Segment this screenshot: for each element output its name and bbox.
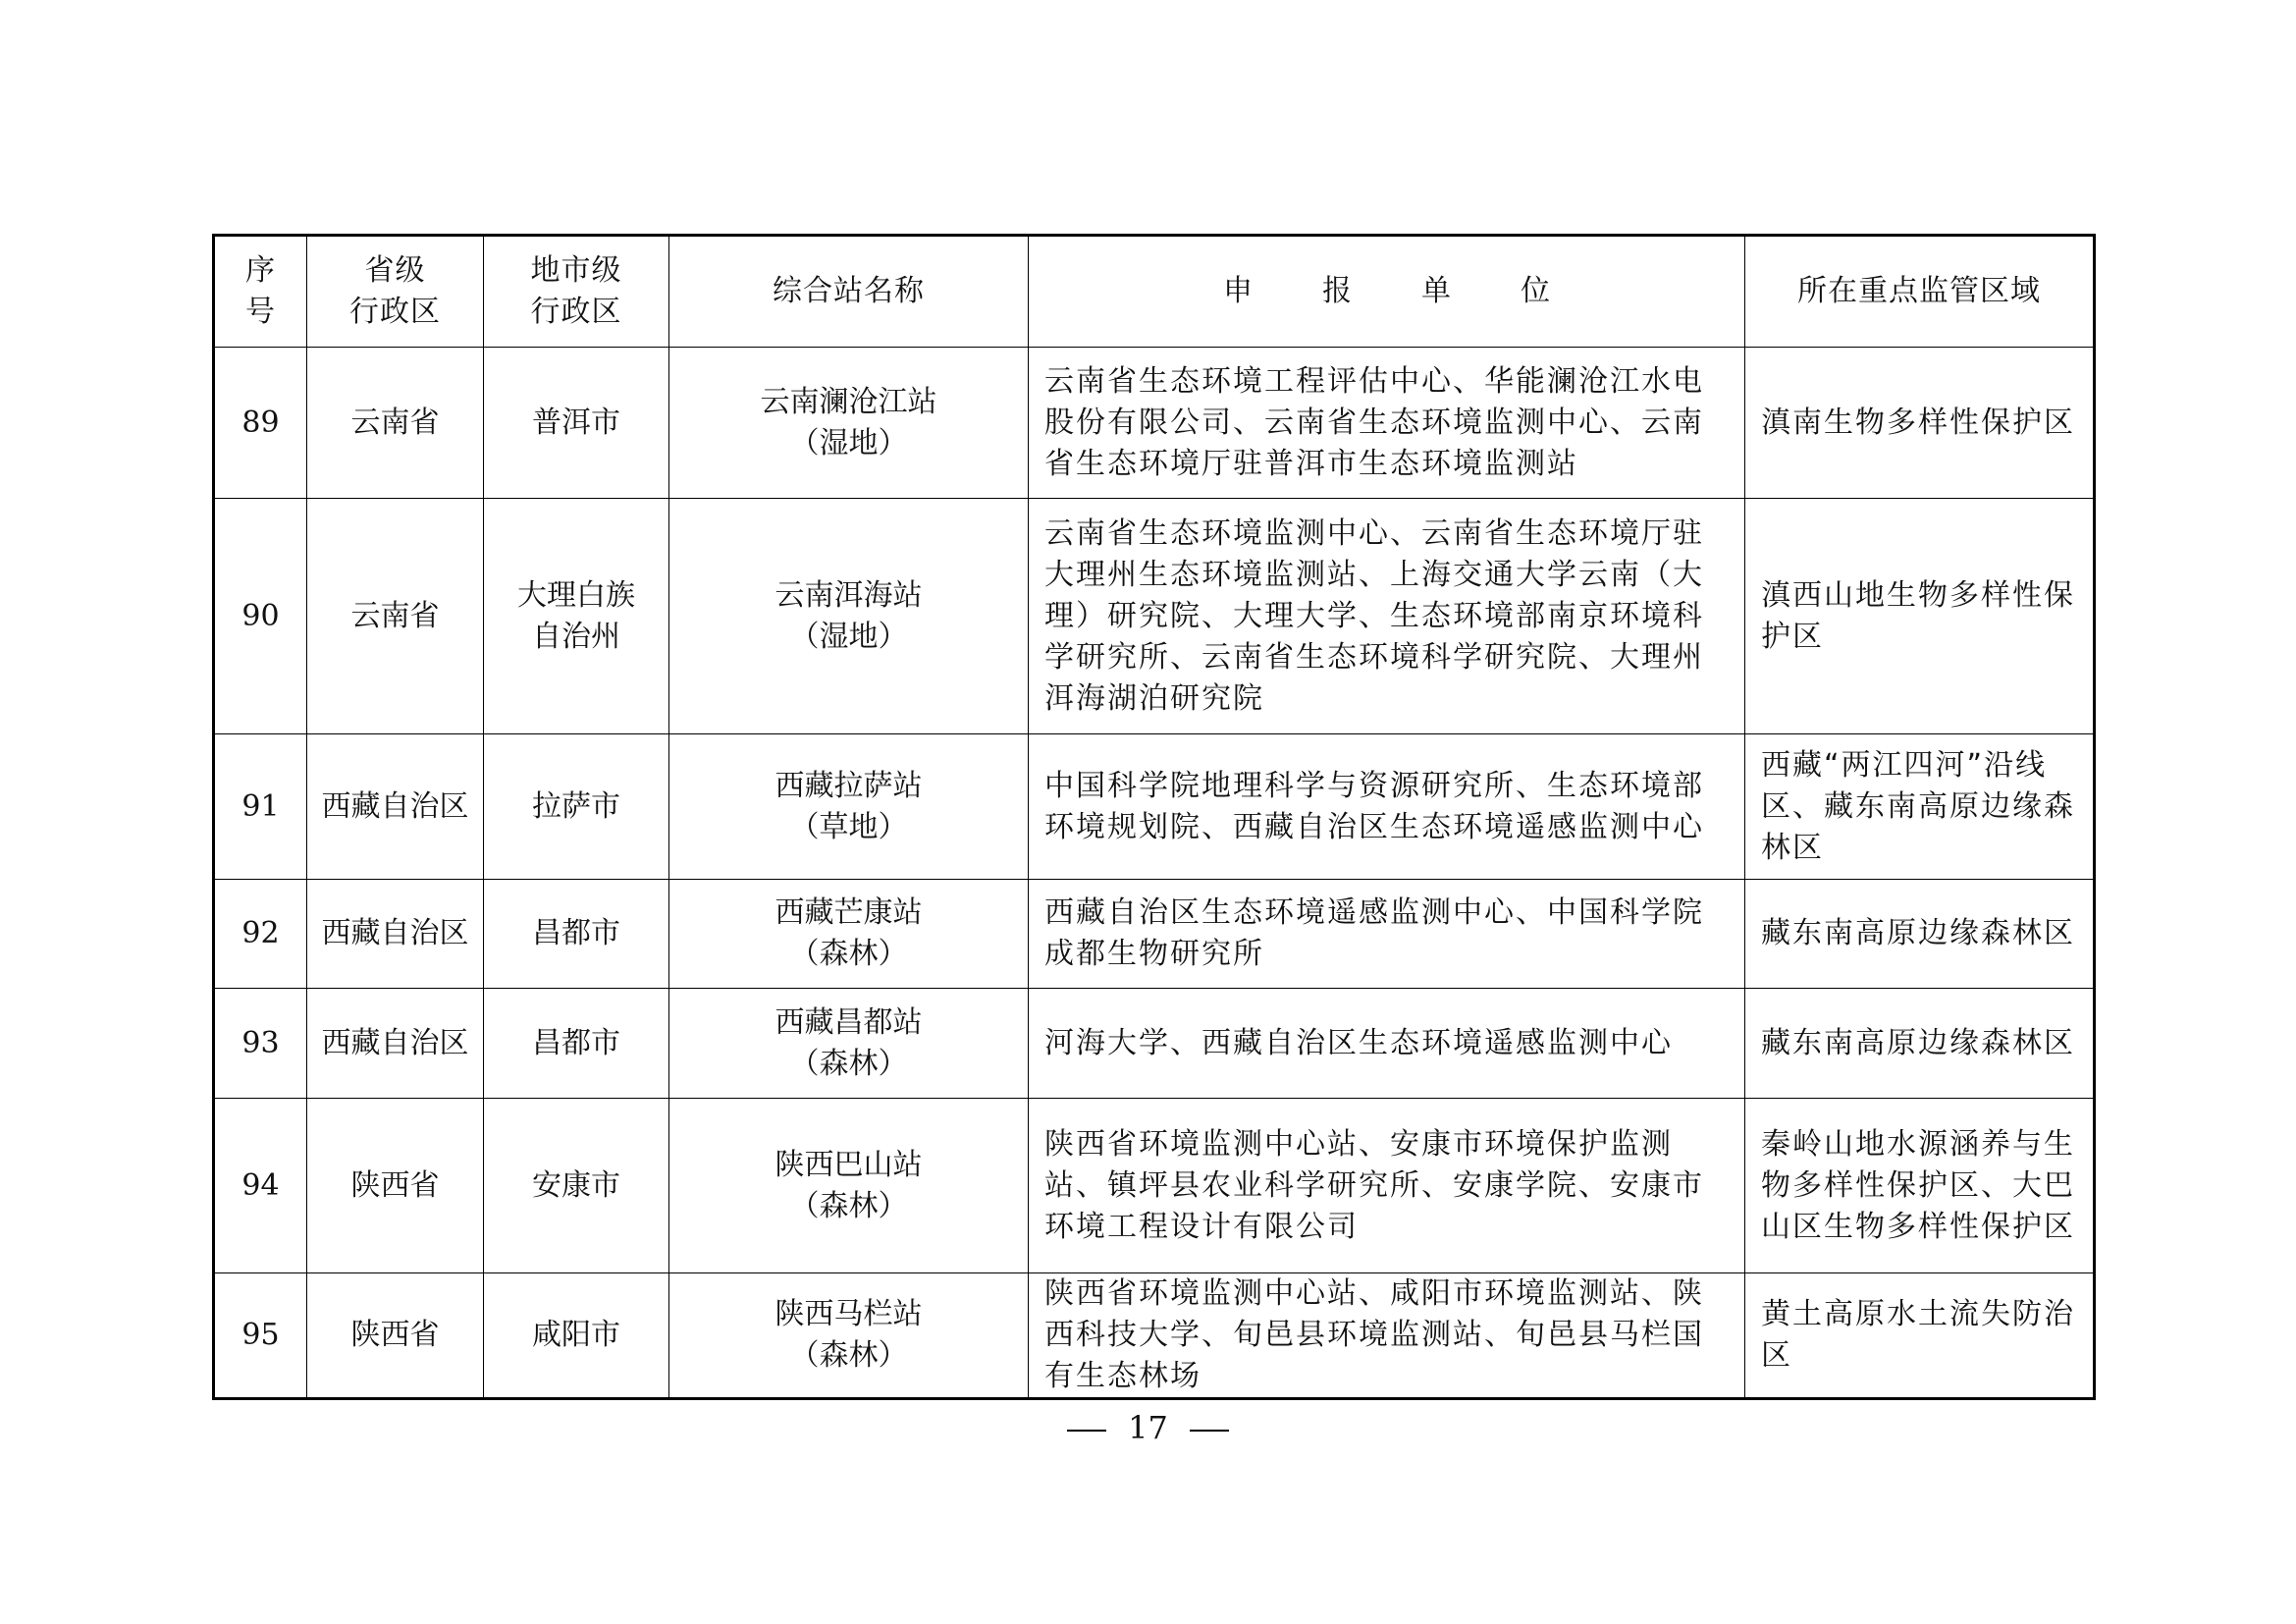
header-unit-char: 单 <box>1421 274 1451 308</box>
station-name: 陕西巴山站 <box>774 1147 923 1182</box>
header-region: 所在重点监管区域 <box>1745 236 2095 348</box>
serial-number-cell: 93 <box>214 989 307 1099</box>
station-name-cell <box>669 734 1029 880</box>
station-name-cell <box>669 1273 1029 1399</box>
header-city-line2: 行政区 <box>530 295 622 329</box>
reporting-unit-cell: 云南省生态环境工程评估中心、华能澜沧江水电股份有限公司、云南省生态环境监测中心、云南省生态环境厅驻普洱市生态环境监测站 <box>1029 348 1745 499</box>
station-name: 云南澜沧江站 <box>760 384 937 419</box>
page-footer <box>0 1406 2296 1449</box>
station-type: （草地） <box>789 809 908 844</box>
station-name: 西藏芒康站 <box>774 895 923 930</box>
station-type: （湿地） <box>789 425 908 460</box>
header-station-name: 综合站名称 <box>669 236 1029 348</box>
serial-number-cell: 94 <box>214 1099 307 1273</box>
city-cell <box>484 880 669 989</box>
page-number: 17 <box>1128 1409 1168 1446</box>
header-unit-char: 报 <box>1322 274 1352 308</box>
region-cell: 藏东南高原边缘森林区 <box>1745 880 2095 989</box>
header-unit-char: 位 <box>1521 274 1550 308</box>
station-name: 西藏拉萨站 <box>774 768 923 803</box>
reporting-unit-cell: 中国科学院地理科学与资源研究所、生态环境部环境规划院、西藏自治区生态环境遥感监测中心 <box>1029 734 1745 880</box>
city-cell <box>484 1099 669 1273</box>
station-name: 西藏昌都站 <box>774 1004 923 1040</box>
province-cell: 云南省 <box>307 499 484 734</box>
province-cell: 陕西省 <box>307 1273 484 1399</box>
footer-dash-right <box>1190 1430 1229 1432</box>
city-cell <box>484 1273 669 1399</box>
station-name-cell <box>669 880 1029 989</box>
city-cell <box>484 499 669 734</box>
serial-number-cell: 95 <box>214 1273 307 1399</box>
table-row <box>214 1099 2095 1273</box>
table-row <box>214 348 2095 499</box>
city-cell <box>484 989 669 1099</box>
city-line1: 拉萨市 <box>532 788 620 824</box>
city-line2: 自治州 <box>532 619 620 654</box>
station-table <box>212 234 2096 1400</box>
serial-number-cell: 90 <box>214 499 307 734</box>
province-cell: 云南省 <box>307 348 484 499</box>
city-cell <box>484 734 669 880</box>
province-cell: 西藏自治区 <box>307 734 484 880</box>
header-unit-char: 申 <box>1223 274 1253 308</box>
reporting-unit-cell: 西藏自治区生态环境遥感监测中心、中国科学院成都生物研究所 <box>1029 880 1745 989</box>
city-line1: 大理白族 <box>517 577 635 613</box>
table-row <box>214 989 2095 1099</box>
city-cell <box>484 348 669 499</box>
city-line1: 昌都市 <box>532 1025 620 1060</box>
region-cell: 滇西山地生物多样性保护区 <box>1745 499 2095 734</box>
reporting-unit-cell: 云南省生态环境监测中心、云南省生态环境厅驻大理州生态环境监测站、上海交通大学云南（大理）研究院、大理大学、生态环境部南京环境科学研究所、云南省生态环境科学研究院、大理州洱海湖泊研究院 <box>1029 499 1745 734</box>
header-reporting-unit <box>1029 236 1745 348</box>
header-city <box>484 236 669 348</box>
table-row <box>214 880 2095 989</box>
province-cell: 西藏自治区 <box>307 989 484 1099</box>
station-type: （森林） <box>789 1188 908 1223</box>
serial-number-cell: 89 <box>214 348 307 499</box>
region-cell: 西藏“两江四河”沿线区、藏东南高原边缘森林区 <box>1745 734 2095 880</box>
region-cell: 秦岭山地水源涵养与生物多样性保护区、大巴山区生物多样性保护区 <box>1745 1099 2095 1273</box>
reporting-unit-cell: 河海大学、西藏自治区生态环境遥感监测中心 <box>1029 989 1745 1099</box>
city-line1: 安康市 <box>532 1167 620 1203</box>
station-name: 陕西马栏站 <box>774 1297 923 1331</box>
region-cell: 藏东南高原边缘森林区 <box>1745 989 2095 1099</box>
footer-dash-left <box>1067 1430 1106 1432</box>
reporting-unit-cell: 陕西省环境监测中心站、咸阳市环境监测站、陕西科技大学、旬邑县环境监测站、旬邑县马栏国有生态林场 <box>1029 1273 1745 1399</box>
city-line1: 咸阳市 <box>532 1318 620 1352</box>
city-line1: 普洱市 <box>532 405 620 440</box>
serial-number-cell: 91 <box>214 734 307 880</box>
station-type: （湿地） <box>789 619 908 654</box>
header-serial-number-line1: 序 <box>245 253 276 288</box>
reporting-unit-cell: 陕西省环境监测中心站、安康市环境保护监测站、镇坪县农业科学研究所、安康学院、安康市环境工程设计有限公司 <box>1029 1099 1745 1273</box>
station-name-cell <box>669 1099 1029 1273</box>
table-row <box>214 734 2095 880</box>
station-name: 云南洱海站 <box>774 577 923 613</box>
header-city-line1: 地市级 <box>530 253 622 288</box>
header-serial-number-line2: 号 <box>245 295 276 329</box>
station-type: （森林） <box>789 1338 908 1373</box>
station-type: （森林） <box>789 1046 908 1081</box>
station-name-cell <box>669 989 1029 1099</box>
header-province-line2: 行政区 <box>349 295 441 329</box>
station-type: （森林） <box>789 937 908 971</box>
table-row <box>214 1273 2095 1399</box>
table-header-row <box>214 236 2095 348</box>
region-cell: 黄土高原水土流失防治区 <box>1745 1273 2095 1399</box>
city-line1: 昌都市 <box>532 916 620 950</box>
header-province-line1: 省级 <box>364 253 426 288</box>
province-cell: 陕西省 <box>307 1099 484 1273</box>
serial-number-cell: 92 <box>214 880 307 989</box>
region-cell: 滇南生物多样性保护区 <box>1745 348 2095 499</box>
station-name-cell <box>669 348 1029 499</box>
header-province <box>307 236 484 348</box>
province-cell: 西藏自治区 <box>307 880 484 989</box>
table-row <box>214 499 2095 734</box>
station-name-cell <box>669 499 1029 734</box>
header-serial-number <box>214 236 307 348</box>
